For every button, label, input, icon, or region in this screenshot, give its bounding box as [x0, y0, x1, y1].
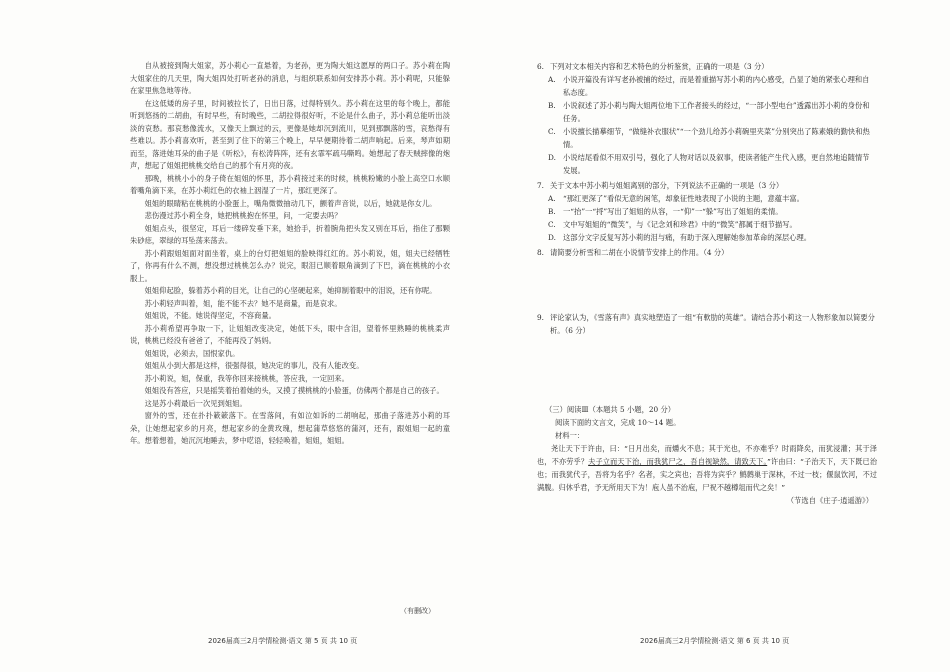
question-stem: 评论家认为，《雪落有声》真实地塑造了一组“有軟肋的英雄”。请结合苏小莉这一人物形象加以简要分析。（6 分）	[550, 313, 875, 335]
option-text: 这部分文字反复写苏小莉的泪与痛，有助于深入理解她参加革命的深层心理。	[563, 233, 812, 242]
story-paragraph: 苏小莉跟姐姐面对面坐着，桌上的台灯把姐姐的脸映得红红的。苏小莉说，姐，姐夫已经牺牲了，你再有什么不测，想没想过桃桃怎么办？说完，眼泪已顺着眼角滴到了下巴，滴在桃桃的小衣服上。	[130, 248, 450, 283]
question-7	[537, 179, 877, 192]
story-paragraph: 苏小莉希望再争取一下，让姐姐改变决定，她低下头，眼中含泪，望着怀里熟睡的桃桃柔声说，桃桃已经没有爸爸了，不能再没了妈妈。	[130, 323, 450, 346]
story-paragraph: 姐姐仰起脸，躲着苏小莉的目光，让自己的心坚硬起来，她抑制着眼中的泪说，还有你呢。	[144, 286, 437, 296]
option-b	[537, 99, 877, 125]
question-9	[537, 311, 877, 337]
story-paragraph: 在这低矮的房子里，时间被拉长了，日出日落，过得特别久。苏小莉在这里的每个晚上，都能听到悠扬的二胡曲，有时早些，有时晚些，二胡拉得很好听，不论是什么曲子，苏小莉总能听出淡淡的哀愁。那哀愁像流水，又像天上飘过的云，更像是她却沉到流川，见到那飘落的雪，哀愁得有些难以。苏小莉喜欢听，甚至到了住下的第三个晚上，早早便期待着二胡声响起。后来，琴声如期而至，落进她耳朵的曲子是《听松》，有松涛阵阵，还有玄霏军疏马嘶鸣。她想起了春天贼摔像的炮声，想起了姐姐把桃桃交给自己的那个有月亮的夜。	[130, 98, 450, 171]
option-text: 一“抬”一“捋”写出了姐姐的从容，一“仰”一“躲”写出了姐姐的柔情。	[563, 207, 783, 216]
option-c	[537, 218, 877, 231]
option-d	[537, 151, 877, 177]
option-text: “那红更深了”看似无意的闲笔，却象征性地表现了小说的主题，意蕴丰富。	[563, 194, 804, 203]
answer-space	[537, 337, 877, 397]
option-text: 小说开篇没有详写老孙被捕的经过，而是着重描写苏小莉的内心感受，凸显了她的紧张心理和自私态度。	[563, 75, 870, 97]
option-a	[537, 73, 877, 99]
page-footer-right: 2026届高三2月学情检测·语文 第 6 页 共 10 页	[640, 637, 790, 645]
option-label: A.	[548, 75, 556, 84]
question-number: 6.	[537, 62, 544, 71]
question-stem: 关于文本中苏小莉与姐姐离别的部分，下列说法不正确的一项是（3 分）	[550, 181, 784, 190]
classical-text: 尧让天下于许由，曰：“日月出矣，而爝火不息；其于光也，不亦难乎？时雨降矣，而犹浸灌；其于泽也，不亦劳乎？	[537, 444, 877, 466]
story-paragraph: 姐姐从小到大都是这样，很强得很，她决定的事儿，没有人能改变。	[144, 361, 364, 371]
question-number: 8.	[537, 248, 544, 257]
edit-note: （有删改）	[400, 607, 435, 615]
story-paragraph: 姐姐说，不能。她说得坚定，不容商量。	[144, 311, 276, 321]
story-paragraph: 姐姐的眼睛粘在桃桃的小脸蛋上，嘴角微微抽动几下，颤着声音说，以后，她就是你女儿。	[144, 198, 437, 208]
material-label: 材料一：	[555, 431, 585, 440]
option-label: B.	[548, 101, 556, 110]
story-paragraph: 那晚，桃桃小小的身子倚在姐姐的怀里，苏小莉接过来的时候，桃桃粉嫩的小脸上高空口水顺着嘴角滴下来，在苏小莉红色的衣袖上洇湿了一片，那红更深了。	[130, 173, 450, 196]
story-paragraph: 姐姐说，必须去，国恨家仇。	[144, 348, 240, 358]
option-a	[537, 192, 877, 205]
question-stem: 下列对文本相关内容和艺术特色的分析鉴赏，正确的一项是（3 分）	[550, 62, 769, 71]
option-text: 小说结尾看似不用双引号，强化了人物对话以及叙事，使读者能产生代入感，更自然地追随情节发展。	[563, 153, 870, 175]
page-footer-left: 2026届高三2月学情检测·语文 第 5 页 共 10 页	[208, 637, 358, 645]
option-label: C.	[548, 127, 556, 136]
option-text: 小说叙述了苏小莉与陶大姐两位地下工作者接头的经过，“一部小型电台”透露出苏小莉的身份和任务。	[563, 101, 870, 123]
story-text	[130, 60, 450, 448]
right-page	[475, 0, 950, 672]
story-paragraph: 姐姐点头，很坚定，耳后一缕碎发垂下来，她拾手，折着腕角把头发又别在耳后，指住了那颗朱砂痣，翠绿的耳坠荡来荡去。	[130, 223, 450, 246]
classical-passage	[537, 442, 877, 494]
option-label: C.	[548, 220, 556, 229]
story-paragraph: 悲伤漫过苏小莉全身，她把桃桃抱在怀里，问，一定要去吗？	[144, 211, 342, 221]
option-label: D.	[548, 233, 556, 242]
option-text: 文中写姐姐的“微笑”，与《记念刘和珍君》中的“微笑”都属于细节描写。	[563, 220, 797, 229]
option-label: A.	[548, 194, 556, 203]
classical-underlined-sentence: 夫子立而天下治，而我犹尸之，吾自视缺然，请致天下。	[588, 457, 768, 466]
option-d	[537, 231, 877, 244]
question-8	[537, 246, 877, 259]
option-b	[537, 205, 877, 218]
story-paragraph: 姐姐没有答应，只是摇笑着拍着她的头，又摸了摸桃桃的小脸蛋，仿佛两个都是自己的孩子。	[144, 386, 444, 396]
answer-space	[537, 259, 877, 311]
story-paragraph: 苏小莉说，姐，保重，我等你回来接桃桃，答应我，一定回来。	[144, 373, 349, 383]
classical-text: ”许由曰：“子治天下，天下既已治也；而我犹代子，吾将为名乎？名者，实之宾也；吾将为宾乎？鹪鹩巢于深林，不过一枝；偃鼠饮河，不过满腹。归休乎君，予无所用天下为！庖人虽不治庖，尸祝不越樽俎而代之矣！”	[537, 457, 878, 492]
questions-area	[537, 60, 877, 507]
question-stem: 请简要分析雪和二胡在小说情节安排上的作用。（4 分）	[550, 248, 729, 257]
question-number: 7.	[537, 181, 544, 190]
option-text: 小说擅长描摹细节，“做缝补衣服状”“一个劲儿给苏小莉碗里夹菜”分别突出了陈素娥的勤快和热情。	[563, 127, 870, 149]
story-paragraph: 自从被接到陶大姐家，苏小莉心一直悬着，为老孙，更为陶大姐这愿厚的两口子。苏小莉在陶大姐家住的几天里，陶大姐四处打听老孙的消息，与组织联系如何安排苏小莉。苏小莉呢，只能躲在家里焦急地等待。	[130, 61, 450, 96]
story-paragraph: 窗外的雪，还在扑扑簌簌落下。在雪落间，有如泣如诉的二胡响起，那曲子落进苏小莉的耳朵，让她想起家乡的月亮，想起家乡的金黄玫瑰，想起蒲草悠悠的蒲河，还有，跟姐姐一起的童年。想着想着，她沉沉地睡去，梦中呓语，轻轻唤着，姐姐，姐姐。	[130, 411, 450, 446]
section-instruction: 阅读下面的文言文，完成 10～14 题。	[555, 418, 681, 427]
story-paragraph: 苏小莉轻声叫着，姐，能不能不去？她不是商量，而是哀求。	[144, 298, 342, 308]
section-title: （三）阅读Ⅲ（本题共 5 小题，20 分）	[545, 405, 676, 414]
story-paragraph: 这是苏小莉最后一次见到姐姐。	[144, 398, 247, 408]
option-label: D.	[548, 153, 556, 162]
option-label: B.	[548, 207, 556, 216]
option-c	[537, 125, 877, 151]
passage-source: （节选自《庄子·逍遥游》）	[786, 496, 873, 505]
question-number: 9.	[537, 313, 544, 322]
question-6	[537, 60, 877, 73]
